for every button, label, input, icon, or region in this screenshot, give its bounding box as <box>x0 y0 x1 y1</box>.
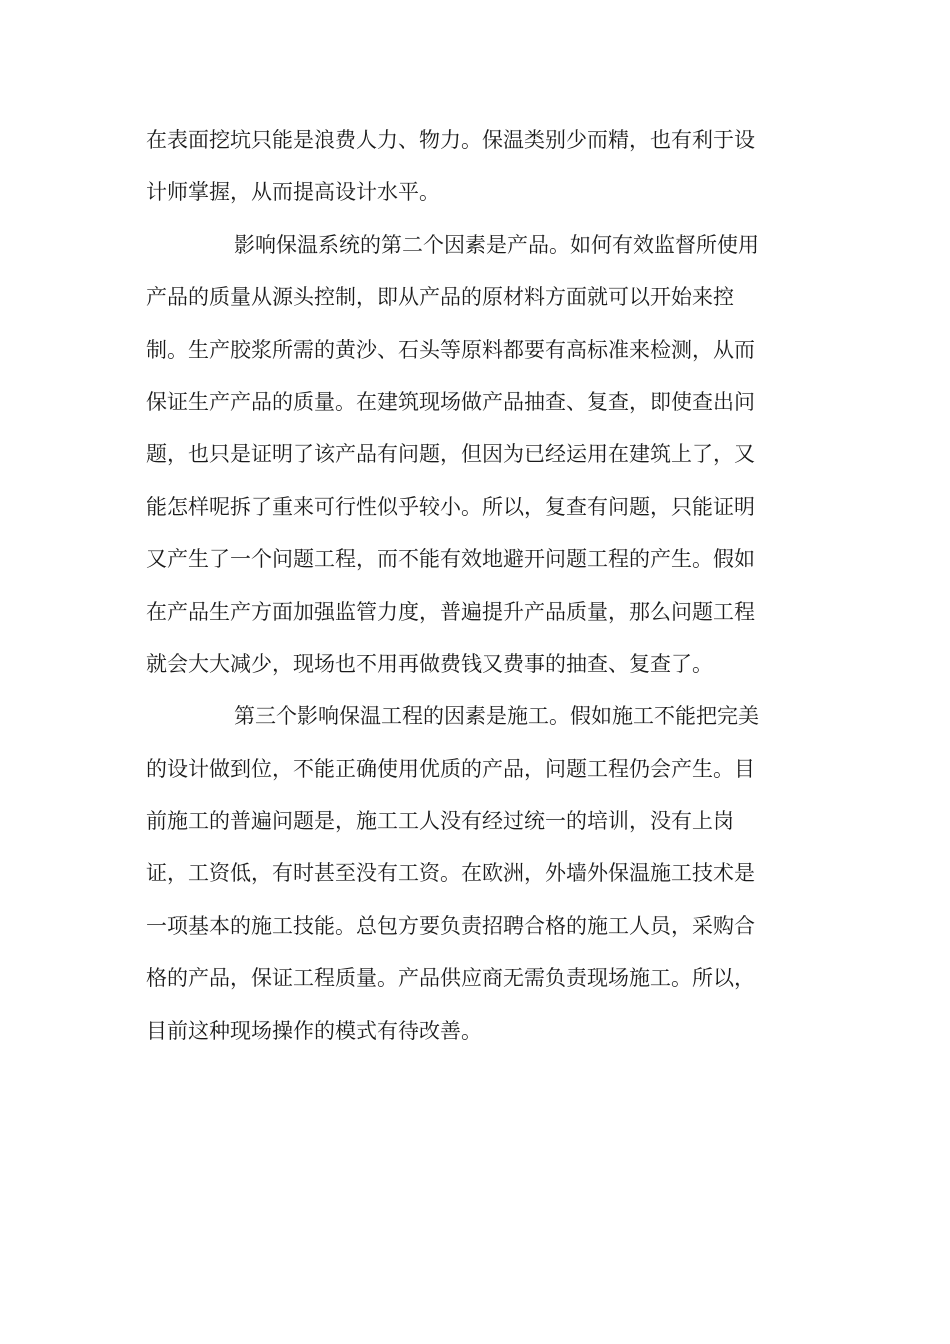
text-line: 格的产品，保证工程质量。产品供应商无需负责现场施工。所以， <box>146 966 755 991</box>
text-line: 在表面挖坑只能是浪费人力、物力。保温类别少而精，也有利于设 <box>146 128 755 152</box>
text-line: 又产生了一个问题工程，而不能有效地避开问题工程的产生。假如 <box>146 547 755 572</box>
paragraph-start-line: 影响保温系统的第二个因素是产品。如何有效监督所使用 <box>234 232 759 257</box>
text-line: 证，工资低，有时甚至没有工资。在欧洲，外墙外保温施工技术是 <box>146 861 755 886</box>
text-line: 就会大大减少，现场也不用再做费钱又费事的抽查、复查了。 <box>146 651 713 676</box>
text-line: 题，也只是证明了该产品有问题，但因为已经运用在建筑上了，又 <box>146 442 755 467</box>
document-body <box>146 114 806 1057</box>
text-line: 一项基本的施工技能。总包方要负责招聘合格的施工人员，采购合 <box>146 913 755 938</box>
text-line: 的设计做到位，不能正确使用优质的产品，问题工程仍会产生。目 <box>146 756 755 781</box>
text-line: 计师掌握，从而提高设计水平。 <box>146 180 440 205</box>
text-line: 前施工的普遍问题是，施工工人没有经过统一的培训，没有上岗 <box>146 809 734 834</box>
text-line: 保证生产产品的质量。在建筑现场做产品抽查、复查，即使查出问 <box>146 389 755 414</box>
text-line: 目前这种现场操作的模式有待改善。 <box>146 1018 482 1043</box>
paragraph-start-line: 第三个影响保温工程的因素是施工。假如施工不能把完美 <box>234 704 759 729</box>
text-line: 能怎样呢拆了重来可行性似乎较小。所以，复查有问题，只能证明 <box>146 494 755 519</box>
text-line: 在产品生产方面加强监管力度，普遍提升产品质量，那么问题工程 <box>146 599 755 624</box>
text-line: 产品的质量从源头控制，即从产品的原材料方面就可以开始来控 <box>146 285 734 310</box>
text-line: 制。生产胶浆所需的黄沙、石头等原料都要有高标准来检测，从而 <box>146 337 755 362</box>
